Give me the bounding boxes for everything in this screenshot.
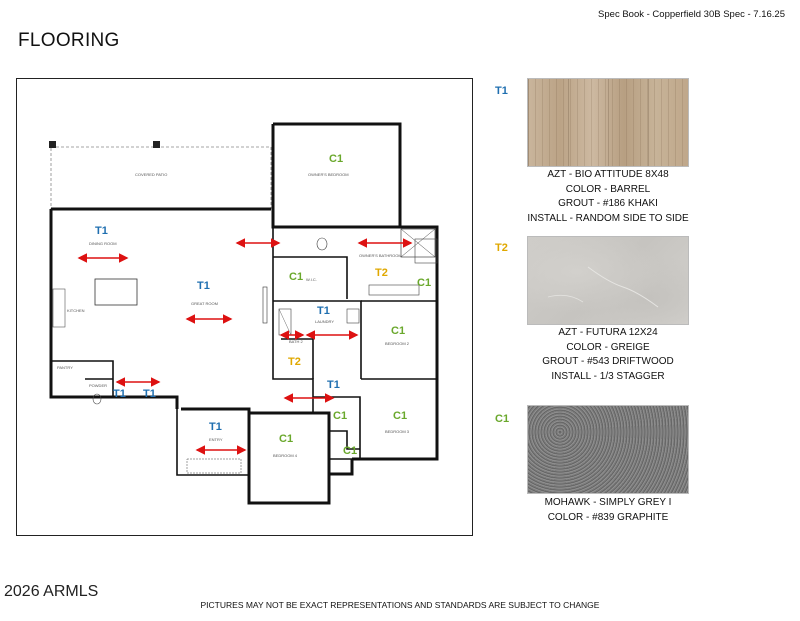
material-t2-description (498, 326, 718, 384)
legend-code-t2: T2 (495, 242, 508, 254)
material-t2-line: COLOR - GREIGE (566, 341, 650, 353)
material-t2-line: AZT - FUTURA 12X24 (558, 327, 658, 338)
swatch-carpet (527, 405, 689, 494)
room-powder: POWDER (89, 383, 107, 388)
plan-code-t1-laundry: T1 (317, 305, 330, 317)
plan-code-t2-owners-bath: T2 (375, 267, 388, 279)
swatch-stone-tile (527, 236, 689, 325)
material-t1-line: GROUT - #186 KHAKI (558, 198, 658, 209)
legend-code-c1: C1 (495, 413, 510, 425)
disclaimer-text: PICTURES MAY NOT BE EXACT REPRESENTATIONS AND STANDARDS ARE SUBJECT TO CHANGE (200, 600, 600, 610)
material-c1-line: MOHAWK - SIMPLY GREY I (544, 497, 672, 508)
plan-code-t1-great-room: T1 (197, 280, 210, 292)
room-great: GREAT ROOM (191, 301, 218, 306)
room-bedroom-3: BEDROOM 3 (385, 429, 410, 434)
swatch-wood-plank (527, 78, 689, 167)
plan-code-t1-dining: T1 (95, 225, 108, 237)
room-dining: DINING ROOM (89, 241, 117, 246)
room-bedroom-4: BEDROOM 4 (273, 453, 298, 458)
room-owners-bedroom: OWNER'S BEDROOM (308, 172, 349, 177)
room-wic: W.I.C. (306, 277, 317, 282)
material-t1-line: INSTALL - RANDOM SIDE TO SIDE (527, 212, 689, 224)
exterior-walls (51, 124, 437, 503)
plan-code-c1-closet: C1 (417, 277, 432, 289)
room-entry: ENTRY (209, 437, 223, 442)
floor-plan-drawing (17, 79, 474, 537)
material-t1-line: COLOR - BARREL (565, 183, 651, 195)
legend-code-t1: T1 (495, 85, 508, 97)
plan-code-c1-bedroom-2: C1 (391, 325, 406, 337)
page-title: FLOORING (18, 30, 120, 51)
plan-code-c1-closet-2: C1 (343, 445, 358, 457)
room-owners-bathroom: OWNER'S BATHROOM (359, 253, 402, 258)
covered-patio-outline (51, 147, 271, 209)
plan-code-c1-bedroom-4: C1 (279, 433, 294, 445)
plan-code-t2-bath-2: T2 (288, 356, 301, 368)
plan-code-t1-hall: T1 (327, 379, 340, 391)
interior-walls (51, 227, 437, 475)
material-t2-line: GROUT - #543 DRIFTWOOD (542, 356, 674, 367)
room-bath-2: BATH 2 (289, 339, 303, 344)
plan-code-c1-owners-bedroom: C1 (329, 153, 344, 165)
material-c1-description (498, 496, 718, 525)
plan-code-t1-hall-2: T1 (143, 388, 156, 400)
spec-book-header: Spec Book - Copperfield 30B Spec - 7.16.25 (598, 9, 785, 20)
plan-code-c1-wic-2: C1 (333, 410, 348, 422)
plan-code-t1-entry: T1 (209, 421, 222, 433)
armls-watermark: 2026 ARMLS (4, 583, 99, 600)
material-t1-description (498, 168, 718, 226)
room-bedroom-2: BEDROOM 2 (385, 341, 410, 346)
material-c1-line: COLOR - #839 GRAPHITE (547, 511, 669, 523)
plan-code-c1-wic: C1 (289, 271, 304, 283)
room-covered-patio: COVERED PATIO (135, 172, 168, 177)
material-t1-line: AZT - BIO ATTITUDE 8X48 (547, 169, 669, 180)
material-t2-line: INSTALL - 1/3 STAGGER (551, 370, 665, 382)
room-kitchen: KITCHEN (67, 308, 85, 313)
floor-plan (16, 78, 473, 536)
plan-code-t1-powder: T1 (113, 388, 126, 400)
room-pantry: PANTRY (57, 365, 73, 370)
plan-code-c1-bedroom-3: C1 (393, 410, 408, 422)
room-laundry: LAUNDRY (315, 319, 335, 324)
